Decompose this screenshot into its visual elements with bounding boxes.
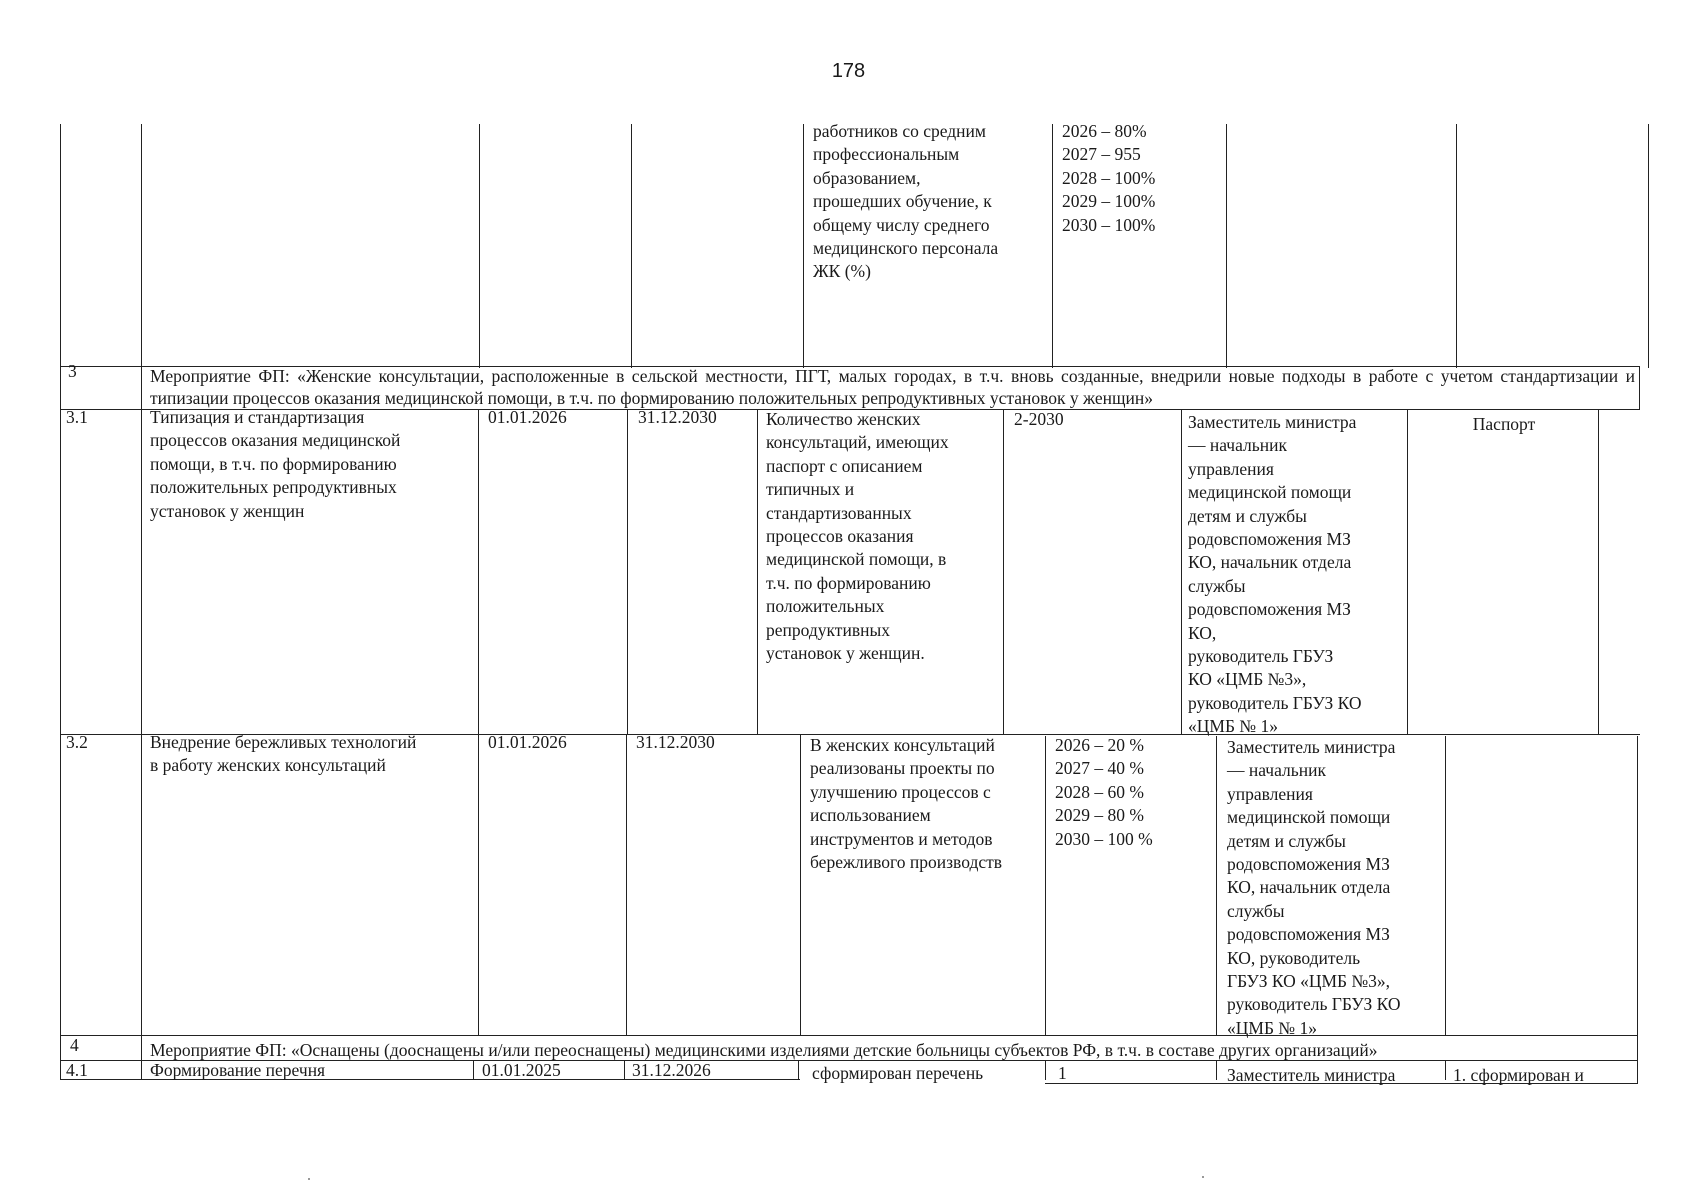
row-4-1-name: Формирование перечня	[150, 1060, 326, 1080]
row-4-1-indicator: сформирован перечень	[812, 1063, 984, 1083]
row-3-1-name: Типизация и стандартизация процессов оказания медицинской помощи, в т.ч. по формированию положительных репродуктивных установок у женщин	[150, 407, 401, 521]
row-4-1-result: 1. сформирован и	[1453, 1065, 1584, 1085]
row-3-2-start-date: 01.01.2026	[488, 732, 567, 752]
row-3-1-start-date: 01.01.2026	[488, 407, 567, 427]
row-3-2-name: Внедрение бережливых технологий в работу женских консультаций	[150, 732, 417, 776]
row-3-2-end-date: 31.12.2030	[636, 732, 715, 752]
row-3-1-result: Паспорт	[1472, 414, 1536, 434]
page-number: 178	[831, 60, 866, 82]
row-3-1-values: 2-2030	[1014, 409, 1064, 429]
scan-speck	[1202, 1176, 1204, 1178]
row-3-1-indicator: Количество женских консультаций, имеющих паспорт с описанием типичных и стандартизованных процессов оказания медицинской помощи, в т.ч. по формированию положительных репродуктивных установок у женщин.	[766, 409, 949, 664]
row-4-1-start-date: 01.01.2025	[482, 1060, 561, 1080]
row-3-2-indicator: В женских консультаций реализованы проекты по улучшению процессов с использованием инструментов и методов бережливого производств	[810, 735, 1003, 873]
row-3-2-number: 3.2	[66, 732, 88, 752]
row-4-1-responsible: Заместитель министра	[1227, 1065, 1396, 1085]
row-4-1-values: 1	[1058, 1063, 1067, 1083]
row-3-1-end-date: 31.12.2030	[638, 407, 717, 427]
row-4-number: 4	[70, 1035, 79, 1055]
row-3-1-number: 3.1	[66, 407, 88, 427]
row-3-1-responsible: Заместитель министра — начальник управления медицинской помощи детям и службы родовспоможения МЗ КО, начальник отдела службы родовспоможения МЗ КО, руководитель ГБУЗ КО «ЦМБ №3», руководитель ГБУЗ КО «ЦМБ № 1»	[1188, 412, 1362, 737]
row-4-1-number: 4.1	[66, 1060, 88, 1080]
row-3-activity-banner: Мероприятие ФП: «Женские консультации, расположенные в сельской местности, ПГТ, малых городах, в т.ч. вновь созданные, внедрили новые подходы в работе с учетом стандартизации и типизации процессов оказания медицинской помощи, в т.ч. по формированию положительных репродуктивных установок у женщин»	[150, 366, 1635, 408]
cont-indicator-cell: работников со средним профессиональным образованием, прошедших обучение, к общему числу среднего медицинского персонала ЖК (%)	[813, 121, 999, 282]
row-4-1-end-date: 31.12.2026	[632, 1060, 711, 1080]
row-3-2-values: 2026 – 20 % 2027 – 40 % 2028 – 60 % 2029 – 80 % 2030 – 100 %	[1055, 735, 1153, 849]
scan-speck	[308, 1178, 310, 1180]
row-4-activity-banner: Мероприятие ФП: «Оснащены (дооснащены и/или переоснащены) медицинскими изделиями детские больницы субъектов РФ, в т.ч. в составе других организаций»	[150, 1040, 1378, 1060]
cont-values-cell: 2026 – 80% 2027 – 955 2028 – 100% 2029 – 100% 2030 – 100%	[1062, 121, 1156, 235]
row-3-2-responsible: Заместитель министра — начальник управления медицинской помощи детям и службы родовспоможения МЗ КО, начальник отдела службы родовспоможения МЗ КО, руководитель ГБУЗ КО «ЦМБ №3», руководитель ГБУЗ КО «ЦМБ № 1»	[1227, 737, 1401, 1038]
row-3-number: 3	[68, 361, 77, 381]
